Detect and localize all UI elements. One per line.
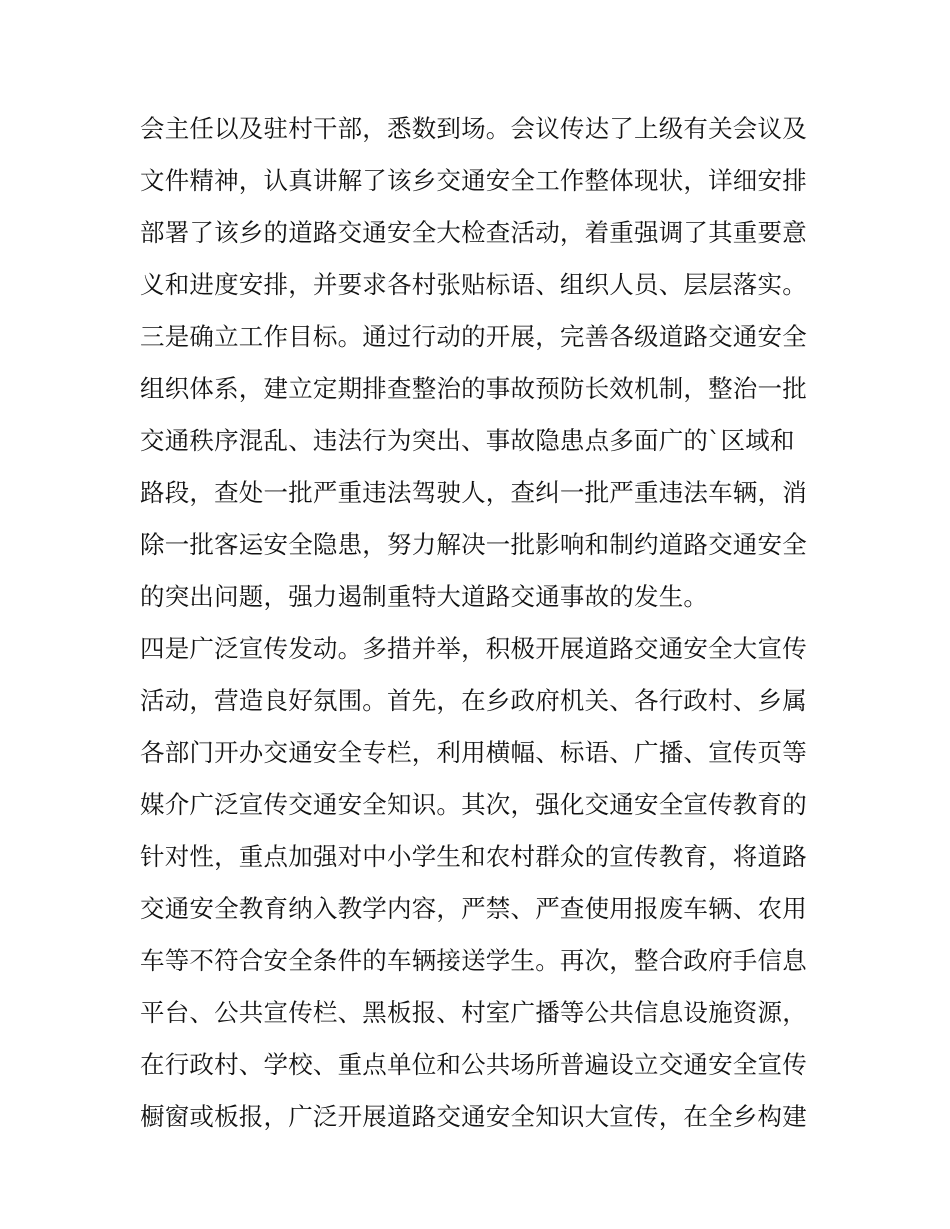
paragraph-line-19: 在行政村、学校、重点单位和公共场所普遍设立交通安全宣传 bbox=[140, 1050, 807, 1079]
paragraph-line-18: 平台、公共宣传栏、黑板报、村室广播等公共信息设施资源， bbox=[140, 998, 807, 1027]
paragraph-line-16: 交通安全教育纳入教学内容，严禁、严查使用报废车辆、农用 bbox=[140, 894, 807, 923]
paragraph-line-6: 组织体系，建立定期排查整治的事故预防长效机制，整治一批 bbox=[140, 374, 807, 403]
paragraph-line-7: 交通秩序混乱、违法行为突出、事故隐患点多面广的`区域和 bbox=[140, 426, 795, 455]
paragraph-line-8: 路段，查处一批严重违法驾驶人，查纠一批严重违法车辆，消 bbox=[140, 478, 807, 507]
paragraph-line-14: 媒介广泛宣传交通安全知识。其次，强化交通安全宣传教育的 bbox=[140, 790, 807, 819]
paragraph-line-2: 文件精神，认真讲解了该乡交通安全工作整体现状，详细安排 bbox=[140, 166, 807, 195]
paragraph-line-20: 橱窗或板报，广泛开展道路交通安全知识大宣传，在全乡构建 bbox=[140, 1102, 807, 1131]
paragraph-line-1: 会主任以及驻村干部，悉数到场。会议传达了上级有关会议及 bbox=[140, 114, 807, 143]
paragraph-line-17: 车等不符合安全条件的车辆接送学生。再次，整合政府手信息 bbox=[140, 946, 807, 975]
paragraph-line-3: 部署了该乡的道路交通安全大检查活动，着重强调了其重要意 bbox=[140, 218, 807, 247]
paragraph-line-15: 针对性，重点加强对中小学生和农村群众的宣传教育，将道路 bbox=[140, 842, 807, 871]
paragraph-line-12: 活动，营造良好氛围。首先，在乡政府机关、各行政村、乡属 bbox=[140, 686, 807, 715]
paragraph-line-11: 四是广泛宣传发动。多措并举，积极开展道路交通安全大宣传 bbox=[140, 634, 807, 663]
paragraph-line-10: 的突出问题，强力遏制重特大道路交通事故的发生。 bbox=[140, 582, 709, 611]
paragraph-line-13: 各部门开办交通安全专栏，利用横幅、标语、广播、宣传页等 bbox=[140, 738, 807, 767]
paragraph-line-5: 三是确立工作目标。通过行动的开展，完善各级道路交通安全 bbox=[140, 322, 807, 351]
paragraph-line-4: 义和进度安排，并要求各村张贴标语、组织人员、层层落实。 bbox=[140, 270, 807, 299]
paragraph-line-9: 除一批客运安全隐患，努力解决一批影响和制约道路交通安全 bbox=[140, 530, 807, 559]
